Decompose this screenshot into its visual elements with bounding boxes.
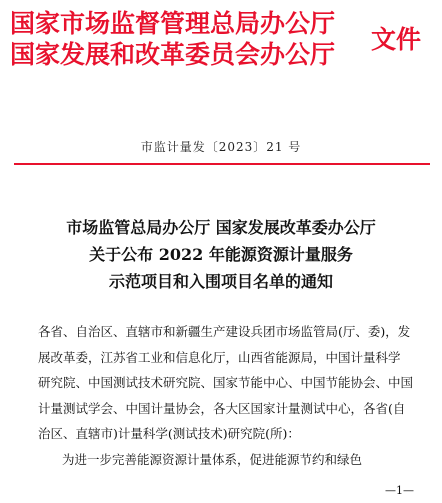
first-paragraph: 为进一步完善能源资源计量体系，促进能源节约和绿色 (62, 451, 363, 467)
recipients-line-3: 研究院、中国测试技术研究院、国家节能中心、中国节能协会、中国 (38, 375, 414, 390)
document-number: 市监计量发〔2023〕21 号 (140, 140, 302, 154)
page-number: —1— (385, 484, 414, 497)
red-divider (14, 163, 430, 165)
recipients-line-4: 计量测试学会、中国计量协会，各大区国家计量测试中心，各省(自 (38, 400, 406, 416)
letterhead (10, 8, 370, 70)
issuer-line-1: 国家市场监督管理总局办公厅 (10, 9, 336, 38)
recipients (38, 319, 436, 447)
title-line-1: 市场监管总局办公厅 国家发展改革委办公厅 (66, 218, 376, 237)
issuer-line-2: 国家发展和改革委员会办公厅 (10, 40, 336, 69)
document-kind: 文件 (371, 25, 422, 54)
recipients-line-1: 各省、自治区、直辖市和新疆生产建设兵团市场监管局(厅、委)，发 (38, 324, 411, 339)
title-line-3: 示范项目和入围项目名单的通知 (108, 272, 333, 291)
title-line-2: 关于公布 2022 年能源资源计量服务 (89, 245, 353, 264)
recipients-line-2: 展改革委，江苏省工业和信息化厅，山西省能源局，中国计量科学 (38, 349, 401, 365)
document-title (0, 214, 442, 295)
recipients-line-5: 治区、直辖市)计量科学(测试技术)研究院(所)： (38, 426, 300, 441)
document-body (38, 319, 436, 472)
